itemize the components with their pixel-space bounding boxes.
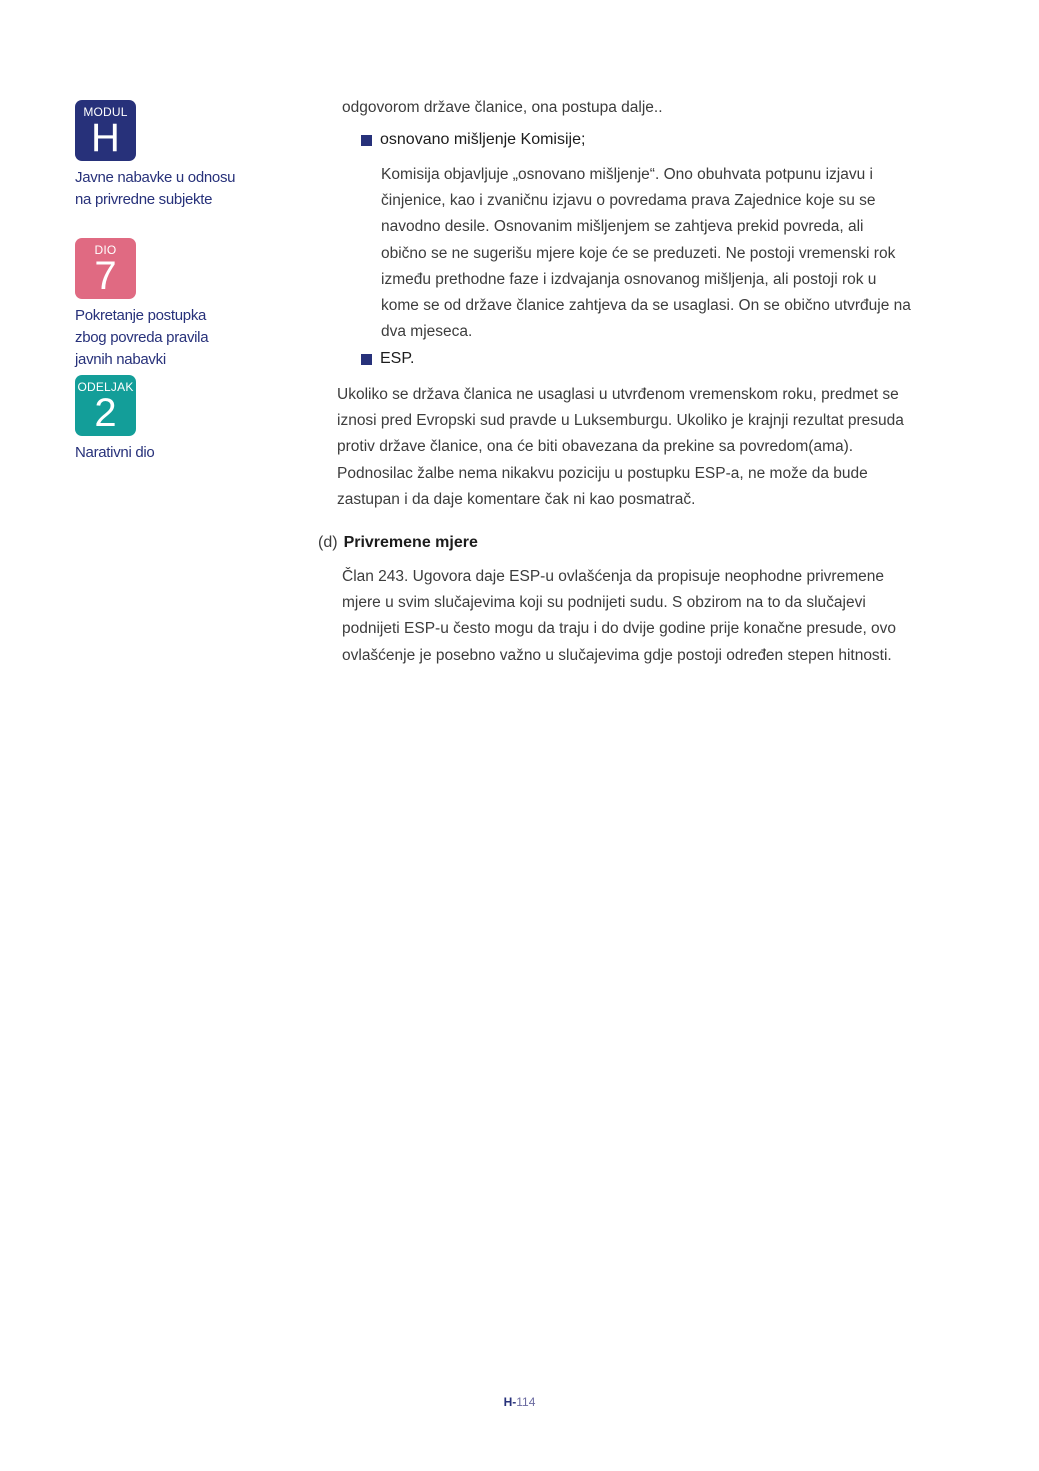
modul-label: MODUL bbox=[83, 105, 128, 119]
text-line: ovlašćenje je posebno važno u slučajevima gdje postoji određen stepen hitnosti. bbox=[342, 646, 892, 664]
sidebar bbox=[75, 100, 245, 464]
bullet1-paragraph bbox=[381, 162, 911, 345]
page-number bbox=[0, 1395, 1039, 1409]
dio-title-line: javnih nabavki bbox=[75, 351, 166, 368]
text-line: zastupan i da daje komentare čak ni kao posmatrač. bbox=[337, 490, 696, 508]
text-line: Komisija objavljuje „osnovano mišljenje“. Ono obuhvata potpunu izjavu i bbox=[381, 166, 873, 183]
modul-letter: H bbox=[91, 116, 120, 160]
odeljak-badge bbox=[75, 375, 136, 436]
dio-title-line: Pokretanje postupka bbox=[75, 307, 207, 324]
section-letter: (d) bbox=[318, 534, 338, 551]
bullet-title: osnovano mišljenje Komisije; bbox=[380, 131, 586, 148]
square-bullet-icon bbox=[361, 135, 372, 146]
text-line: obično se ne sugerišu mjere koje će se preduzeti. Ne postoji vremenski rok bbox=[381, 244, 896, 262]
text-line: Ukoliko se država članica ne usaglasi u utvrđenom vremenskom roku, predmet se bbox=[337, 386, 899, 403]
bullet-item-osnovano-misljenje bbox=[361, 131, 585, 149]
modul-badge bbox=[75, 100, 136, 161]
section-d-paragraph bbox=[342, 564, 896, 669]
odeljak-number: 2 bbox=[94, 391, 117, 435]
text-line: činjenice, kao i zvaničnu izjavu o povredama prava Zajednice koje su se bbox=[381, 192, 876, 210]
section-heading-d bbox=[318, 534, 478, 552]
odeljak-label: ODELJAK bbox=[77, 380, 134, 394]
dio-badge bbox=[75, 238, 136, 299]
bullet-item-esp bbox=[361, 350, 414, 368]
dio-number: 7 bbox=[94, 254, 117, 298]
text-line: mjere u svim slučajevima koji su podnijeti sudu. S obzirom na to da slučajevi bbox=[342, 594, 866, 612]
dio-title-line: zbog povreda pravila bbox=[75, 329, 209, 346]
dio-label: DIO bbox=[94, 243, 117, 257]
page-prefix: H- bbox=[503, 1395, 517, 1409]
text-line: podnijeti ESP-u često mogu da traju i do dvije godine prije konačne presude, ovo bbox=[342, 620, 897, 638]
text-line: Podnosilac žalbe nema nikakvu poziciju u postupku ESP-a, ne može da bude bbox=[337, 464, 868, 482]
text-line: kome se od države članice zahtjeva da se usaglasi. On se obično utvrđuje na bbox=[381, 297, 911, 315]
modul-title-line: na privredne subjekte bbox=[75, 191, 213, 208]
text-line: navodno desile. Osnovanim mišljenjem se zahtjeva prekid povreda, ali bbox=[381, 218, 864, 236]
modul-title-line: Javne nabavke u odnosu bbox=[75, 169, 236, 186]
odeljak-title bbox=[75, 442, 245, 464]
text-line: između prethodne faze i izdvajanja osnovanog mišljenja, ali postoji rok u bbox=[381, 270, 877, 288]
text-line: Član 243. Ugovora daje ESP-u ovlašćenja da propisuje neophodne privremene bbox=[342, 568, 884, 585]
text-line: iznosi pred Evropski sud pravde u Luksemburgu. Ukoliko je krajnji rezultat presuda bbox=[337, 412, 904, 430]
odeljak-title-line: Narativni dio bbox=[75, 444, 155, 461]
square-bullet-icon bbox=[361, 354, 372, 365]
esp-paragraph bbox=[337, 382, 904, 513]
bullet-title: ESP. bbox=[380, 350, 415, 367]
text-line: dva mjeseca. bbox=[381, 323, 473, 341]
section-title: Privremene mjere bbox=[343, 534, 478, 551]
dio-title bbox=[75, 305, 245, 371]
modul-title bbox=[75, 167, 245, 211]
intro-line: odgovorom države članice, ona postupa dalje.. bbox=[342, 99, 663, 116]
text-line: protiv države članice, ona će biti obavezana da prekine sa povredom(ama). bbox=[337, 438, 854, 456]
page-number-value: 114 bbox=[516, 1395, 536, 1409]
